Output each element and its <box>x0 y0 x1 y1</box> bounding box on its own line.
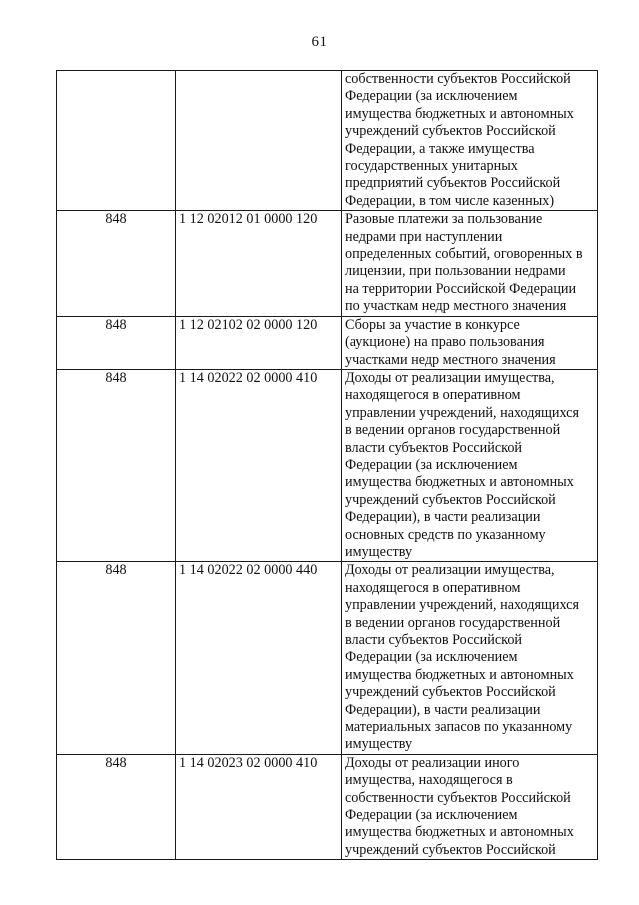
budget-classification-code-cell: 1 12 02102 02 0000 120 <box>176 316 342 369</box>
description-line: в ведении органов государственной <box>345 422 561 439</box>
admin-code-cell: 848 <box>57 369 176 561</box>
table-row <box>57 562 598 754</box>
description-line: собственности субъектов Российской <box>345 71 571 87</box>
admin-code-cell: 848 <box>57 562 176 754</box>
budget-classification-code-cell: 1 14 02022 02 0000 410 <box>176 369 342 561</box>
table-row <box>57 211 598 316</box>
description-line: Доходы от реализации иного <box>345 754 520 771</box>
revenue-description-cell <box>342 369 598 561</box>
description-line: имущества бюджетных и автономных <box>345 666 574 683</box>
description-line: управлении учреждений, находящихся <box>345 404 579 421</box>
budget-classification-code-cell <box>176 71 342 211</box>
revenue-description-cell <box>342 754 598 859</box>
description-line: предприятий субъектов Российской <box>345 175 561 192</box>
description-line: учреждений субъектов Российской <box>345 491 556 508</box>
description-line: в ведении органов государственной <box>345 614 561 631</box>
description-line: власти субъектов Российской <box>345 439 523 456</box>
budget-classification-code-cell: 1 14 02023 02 0000 410 <box>176 754 342 859</box>
admin-code-cell <box>57 71 176 211</box>
description-line: учреждений субъектов Российской <box>345 123 556 140</box>
revenue-description-cell <box>342 211 598 316</box>
description-line: Федерации (за исключением <box>345 88 518 105</box>
description-line: власти субъектов Российской <box>345 632 523 648</box>
description-line: Федерации), в части реализации <box>345 701 541 718</box>
description-line: основных средств по указанному <box>345 526 546 543</box>
description-line: Сборы за участие в конкурсе <box>345 316 520 333</box>
revenue-description-cell <box>342 71 598 211</box>
revenue-description-cell <box>342 316 598 369</box>
description-line: учреждений субъектов Российской <box>345 841 556 858</box>
description-line: имущества бюджетных и автономных <box>345 105 574 122</box>
description-line: собственности субъектов Российской <box>345 789 571 806</box>
description-line: Федерации (за исключением <box>345 456 518 473</box>
description-line: недрами при наступлении <box>345 228 503 245</box>
description-line: Федерации, а также имущества <box>345 140 535 157</box>
description-line: определенных событий, оговоренных в <box>345 246 583 263</box>
admin-code-cell: 848 <box>57 316 176 369</box>
table-row <box>57 316 598 369</box>
budget-classification-code-cell: 1 12 02012 01 0000 120 <box>176 211 342 316</box>
description-line: находящегося в оперативном <box>345 579 521 596</box>
revenue-description-cell <box>342 562 598 754</box>
table-row <box>57 369 598 561</box>
description-line: имущества бюджетных и автономных <box>345 474 574 491</box>
page-number: 61 <box>311 34 328 50</box>
admin-code-cell: 848 <box>57 754 176 859</box>
description-line: участками недр местного значения <box>345 351 556 368</box>
description-line: Федерации), в части реализации <box>345 509 541 526</box>
budget-classification-code-cell: 1 14 02022 02 0000 440 <box>176 562 342 754</box>
description-line: Федерации (за исключением <box>345 807 518 824</box>
description-line: находящегося в оперативном <box>345 387 521 404</box>
description-line: Доходы от реализации имущества, <box>345 562 555 579</box>
table-body <box>57 71 598 860</box>
description-line: государственных унитарных <box>345 158 518 175</box>
description-line: Федерации (за исключением <box>345 649 518 666</box>
description-line: имуществу <box>345 736 413 753</box>
table-row <box>57 71 598 211</box>
admin-code-cell: 848 <box>57 211 176 316</box>
description-line: имущества бюджетных и автономных <box>345 824 574 841</box>
description-line: Федерации, в том числе казенных) <box>345 192 555 209</box>
description-line: учреждений субъектов Российской <box>345 684 556 701</box>
description-line: материальных запасов по указанному <box>345 719 573 736</box>
description-line: на территории Российской Федерации <box>345 280 577 297</box>
description-line: Доходы от реализации имущества, <box>345 369 555 386</box>
description-line: (аукционе) на право пользования <box>345 334 545 351</box>
description-line: управлении учреждений, находящихся <box>345 597 579 614</box>
table-row <box>57 754 598 859</box>
revenue-code-table <box>56 70 598 860</box>
description-line: имущества, находящегося в <box>345 772 513 789</box>
description-line: лицензии, при пользовании недрами <box>345 263 566 280</box>
description-line: по участкам недр местного значения <box>345 298 567 315</box>
description-line: имуществу <box>345 543 413 560</box>
description-line: Разовые платежи за пользование <box>345 211 543 228</box>
